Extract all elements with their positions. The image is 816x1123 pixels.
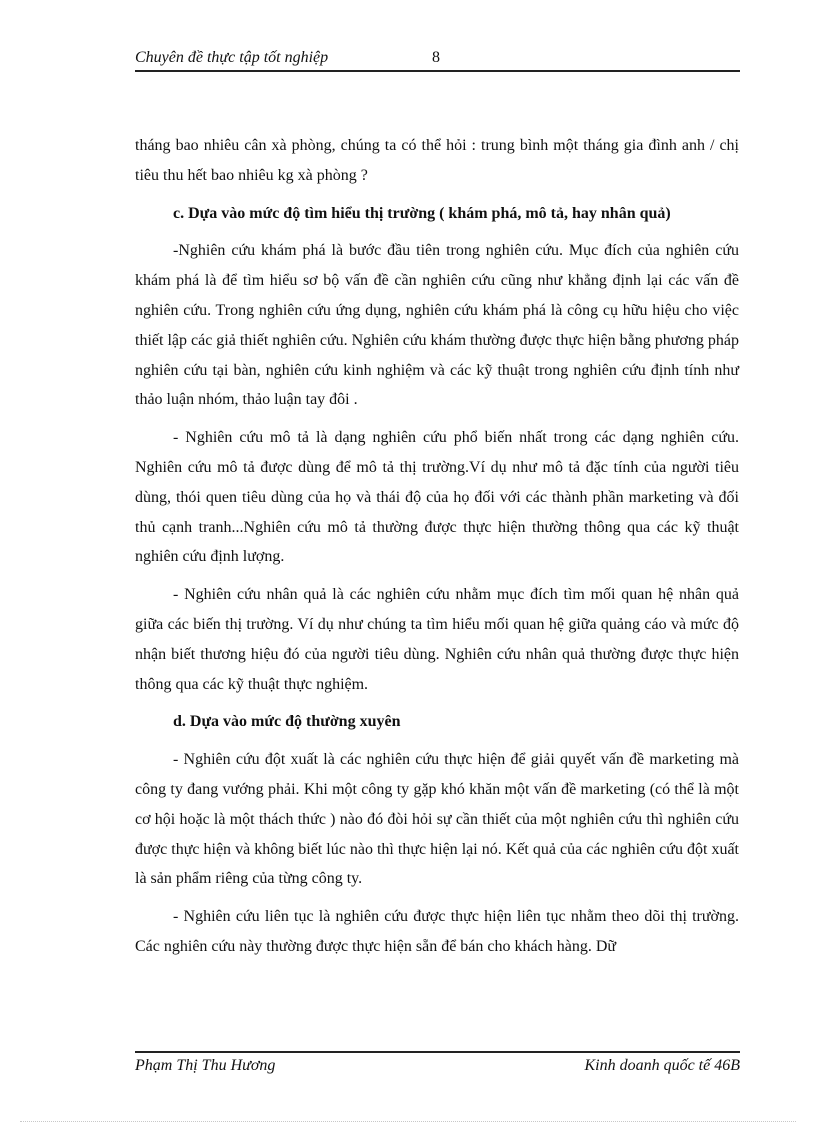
- document-body: [135, 131, 739, 962]
- paragraph-exploratory-research: -Nghiên cứu khám phá là bước đầu tiên trong nghiên cứu. Mục đích của nghiên cứu khám phá là để tìm hiểu sơ bộ vấn đề cần nghiên cứu cũng như khẳng định lại các vấn đề nghiên cứu. Trong nghiên cứu ứng dụng, nghiên cứu khám phá là công cụ hữu hiệu cho việc thiết lập các giả thiết nghiên cứu. Nghiên cứu khám thường được thực hiện bằng phương pháp nghiên cứu tại bàn, nghiên cứu kinh nghiệm và các kỹ thuật trong nghiên cứu định tính như thảo luận nhóm, thảo luận tay đôi .: [135, 242, 739, 409]
- page-footer: [135, 1051, 740, 1079]
- paragraph-ad-hoc-research: - Nghiên cứu đột xuất là các nghiên cứu thực hiện để giải quyết vấn đề marketing mà công ty đang vướng phải. Khi một công ty gặp khó khăn một vấn đề marketing (có thể là một cơ hội hoặc là một thách thức ) nào đó đòi hỏi sự cần thiết của một nghiên cứu thì nghiên cứu được thực hiện và không biết lúc nào thì thực hiện lại nó. Kết quả của các nghiên cứu đột xuất là sản phẩm riêng của từng công ty.: [135, 751, 739, 888]
- paragraph-descriptive-research: - Nghiên cứu mô tả là dạng nghiên cứu phổ biến nhất trong các dạng nghiên cứu. Nghiên cứu mô tả được dùng để mô tả thị trường.Ví dụ như mô tả đặc tính của người tiêu dùng, thói quen tiêu dùng của họ và thái độ của họ đối với các thành phần marketing và đối thủ cạnh tranh...Nghiên cứu mô tả thường được thực hiện thường thông qua các kỹ thuật nghiên cứu định lượng.: [135, 429, 739, 566]
- paragraph-causal-research: - Nghiên cứu nhân quả là các nghiên cứu nhằm mục đích tìm mối quan hệ nhân quả giữa các biến thị trường. Ví dụ như chúng ta tìm hiểu mối quan hệ giữa quảng cáo và mức độ nhận biết thương hiệu đó của người tiêu dùng. Nghiên cứu nhân quả thường được thực hiện thông qua các kỹ thuật thực nghiệm.: [135, 586, 739, 693]
- paragraph-intro: tháng bao nhiêu cân xà phòng, chúng ta có thể hỏi : trung bình một tháng gia đình anh / chị tiêu thu hết bao nhiêu kg xà phòng ?: [135, 137, 739, 184]
- section-heading-d: d. Dựa vào mức độ thường xuyên: [173, 713, 401, 731]
- page-header: [135, 48, 740, 72]
- header-title: Chuyên đề thực tập tốt nghiệp: [135, 49, 329, 66]
- paragraph-continuous-research: - Nghiên cứu liên tục là nghiên cứu được thực hiện liên tục nhằm theo dõi thị trường. Các nghiên cứu này thường được thực hiện sẵn để bán cho khách hàng. Dữ: [135, 908, 739, 955]
- page-bottom-edge: [20, 1121, 796, 1122]
- footer-author: Phạm Thị Thu Hương: [135, 1057, 276, 1074]
- footer-class: Kinh doanh quốc tế 46B: [584, 1057, 740, 1074]
- page-number: 8: [432, 49, 440, 66]
- section-heading-c: c. Dựa vào mức độ tìm hiểu thị trường ( khám phá, mô tả, hay nhân quả): [173, 204, 671, 222]
